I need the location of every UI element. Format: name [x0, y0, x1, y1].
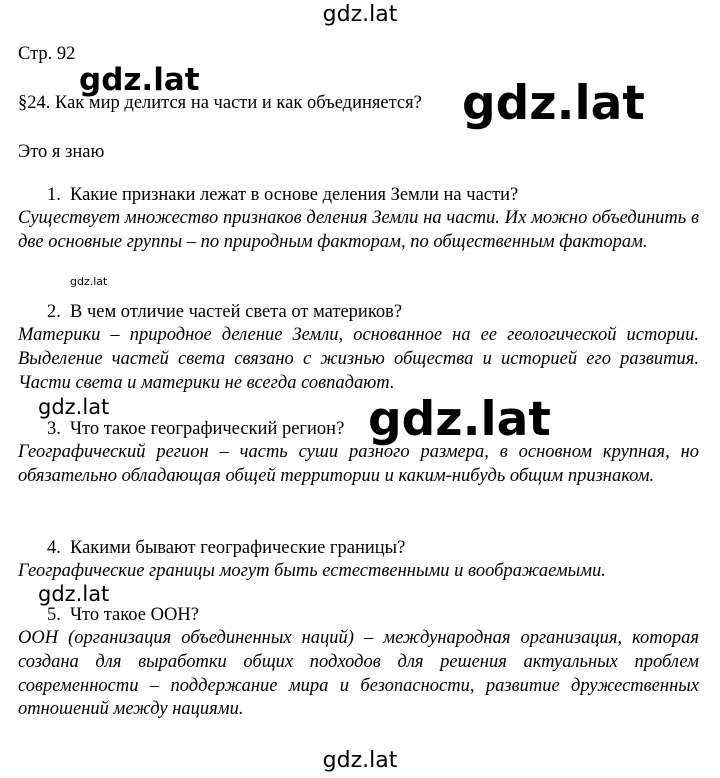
- answer-5: ООН (организация объединенных наций) – международная организация, которая создана для выработки общих подходов для решения актуальных проблем современности – поддержание мира и безопасности, развитие дружественных отношений между нациями.: [18, 628, 699, 720]
- subheading: Это я знаю: [18, 142, 105, 162]
- answer-2: Материки – природное деление Земли, основанное на ее геологической истории. Выделение частей света связано с жизнью общества и историей его развития. Части света и материки не всегда совпадают.: [18, 325, 699, 393]
- question-1: [47, 185, 518, 206]
- question-number: 1.: [47, 185, 61, 205]
- watermark-large: gdz.lat: [79, 62, 200, 98]
- question-text: Какие признаки лежат в основе деления Земли на части?: [70, 185, 519, 205]
- question-5: [47, 605, 199, 626]
- watermark-top: gdz.lat: [322, 2, 398, 27]
- watermark-huge: gdz.lat: [462, 76, 645, 131]
- watermark-bottom: gdz.lat: [322, 748, 398, 773]
- answer-3: Географический регион – часть суши разного размера, в основном крупная, но обязательно обладающая общей территории и каким-нибудь общим признаком.: [18, 442, 699, 486]
- watermark-medium: gdz.lat: [38, 395, 110, 419]
- question-text: Какими бывают географические границы?: [70, 538, 406, 558]
- question-4: [47, 538, 405, 559]
- question-number: 3.: [47, 419, 61, 439]
- section-title: §24. Как мир делится на части и как объединяется?: [18, 93, 422, 113]
- answer-4: Географические границы могут быть естественными и воображаемыми.: [18, 561, 606, 581]
- watermark-small: gdz.lat: [70, 275, 108, 288]
- answer-1: Существует множество признаков деления Земли на части. Их можно объединить в две основные группы – по природным факторам, по общественным факторам.: [18, 208, 699, 252]
- question-3: [47, 419, 344, 440]
- question-text: Что такое ООН?: [70, 605, 199, 625]
- page-number: Стр. 92: [18, 44, 76, 64]
- question-number: 5.: [47, 605, 61, 625]
- watermark-medium: gdz.lat: [38, 582, 110, 606]
- question-number: 4.: [47, 538, 61, 558]
- question-text: Что такое географический регион?: [70, 419, 345, 439]
- question-2: [47, 302, 402, 323]
- question-number: 2.: [47, 302, 61, 322]
- question-text: В чем отличие частей света от материков?: [70, 302, 403, 322]
- watermark-huge: gdz.lat: [368, 392, 551, 447]
